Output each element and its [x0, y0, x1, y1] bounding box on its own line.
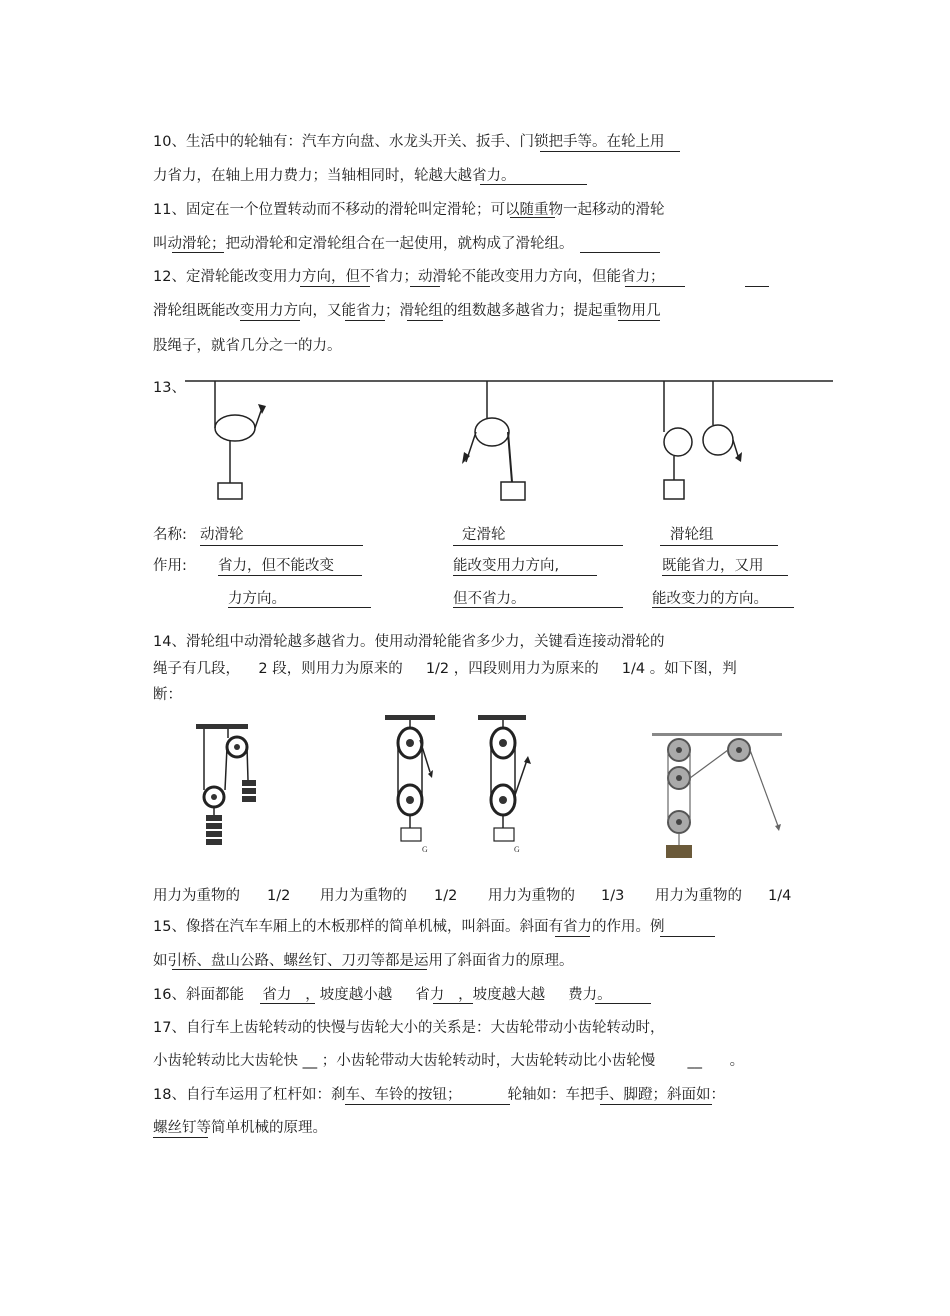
effect-fixed-1: 能改变用力方向, [453, 558, 560, 574]
q11-line2: 叫动滑轮；把动滑轮和定滑轮组合在一起使用，就构成了滑轮组。 [153, 236, 574, 252]
name-fixed: 定滑轮 [462, 527, 506, 543]
underline [153, 1137, 208, 1138]
result-label-4: 用力为重物的 [655, 888, 742, 904]
name-movable: 动滑轮 [200, 527, 244, 543]
name-label: 名称: [153, 527, 187, 543]
effect-block-1: 既能省力，又用 [662, 558, 764, 574]
effect-movable-1: 省力，但不能改变 [218, 558, 334, 574]
q11-line1: 11、固定在一个位置转动而不移动的滑轮叫定滑轮；可以随重物一起移动的滑轮 [153, 202, 665, 218]
underline [433, 1003, 473, 1004]
effect-fixed-2: 但不省力。 [453, 591, 526, 607]
pulley-figure-3 [478, 715, 531, 854]
effect-movable-2: 力方向。 [228, 591, 286, 607]
result-label-1: 用力为重物的 [153, 888, 240, 904]
q12-line2: 滑轮组既能改变用力方向，又能省力；滑轮组的组数越多越省力；提起重物用几 [153, 303, 661, 319]
underline [345, 1104, 510, 1105]
result-label-2: 用力为重物的 [320, 888, 407, 904]
underline [260, 1003, 315, 1004]
underline [600, 1104, 712, 1105]
result-label-3: 用力为重物的 [488, 888, 575, 904]
q17-line1: 17、自行车上齿轮转动的快慢与齿轮大小的关系是：大齿轮带动小齿轮转动时， [153, 1020, 665, 1036]
q13-label: 13、 [153, 380, 186, 396]
q12-line3: 股绳子，就省几分之一的力。 [153, 338, 342, 354]
underline [172, 969, 427, 970]
underline [595, 1003, 651, 1004]
q16-line: 16、斜面都能 省力 ，坡度越小越 省力 ，坡度越大越 费力。 [153, 987, 612, 1003]
result-value-3: 1/3 [601, 888, 625, 904]
q14-line3: 断： [153, 687, 182, 703]
pulley-figure-2 [385, 715, 435, 854]
q10-line2: 力省力，在轴上用力费力；当轴相同时，轮越大越省力。 [153, 168, 516, 184]
effect-block-2: 能改变力的方向。 [652, 591, 768, 607]
name-block: 滑轮组 [670, 527, 714, 543]
q14-line2: 绳子有几段， 2 段，则用力为原来的 1/2 ，四段则用力为原来的 1/4 。如下图，判 [153, 661, 737, 677]
underline [555, 936, 590, 937]
weight-mark-g: G [422, 845, 428, 854]
q18-line1: 18、自行车运用了杠杆如：刹车、车铃的按钮； 轮轴如：车把手、脚蹬；斜面如： [153, 1087, 726, 1103]
q14-line1: 14、滑轮组中动滑轮越多越省力。使用动滑轮能省多少力，关键看连接动滑轮的 [153, 634, 665, 650]
q12-line1: 12、定滑轮能改变用力方向，但不省力；动滑轮不能改变用力方向，但能省力； [153, 269, 665, 285]
q15-line1: 15、像搭在汽车车厢上的木板那样的简单机械，叫斜面。斜面有省力的作用。例 [153, 919, 665, 935]
result-value-1: 1/2 [267, 888, 291, 904]
result-value-4: 1/4 [768, 888, 792, 904]
q15-line2: 如引桥、盘山公路、螺丝钉、刀刃等都是运用了斜面省力的原理。 [153, 953, 574, 969]
pulley-figure-1 [196, 724, 256, 845]
underline [660, 936, 715, 937]
effect-label: 作用: [153, 558, 187, 574]
weight-mark-g: G [514, 845, 520, 854]
q18-line2: 螺丝钉等简单机械的原理。 [153, 1120, 327, 1136]
q10-line1: 10、生活中的轮轴有：汽车方向盘、水龙头开关、扳手、门锁把手等。在轮上用 [153, 134, 665, 150]
result-value-2: 1/2 [434, 888, 458, 904]
pulley-figure-4 [652, 733, 782, 858]
q17-line2: 小齿轮转动比大齿轮快 __ ；小齿轮带动大齿轮转动时，大齿轮转动比小齿轮慢 __ 。 [153, 1053, 745, 1069]
